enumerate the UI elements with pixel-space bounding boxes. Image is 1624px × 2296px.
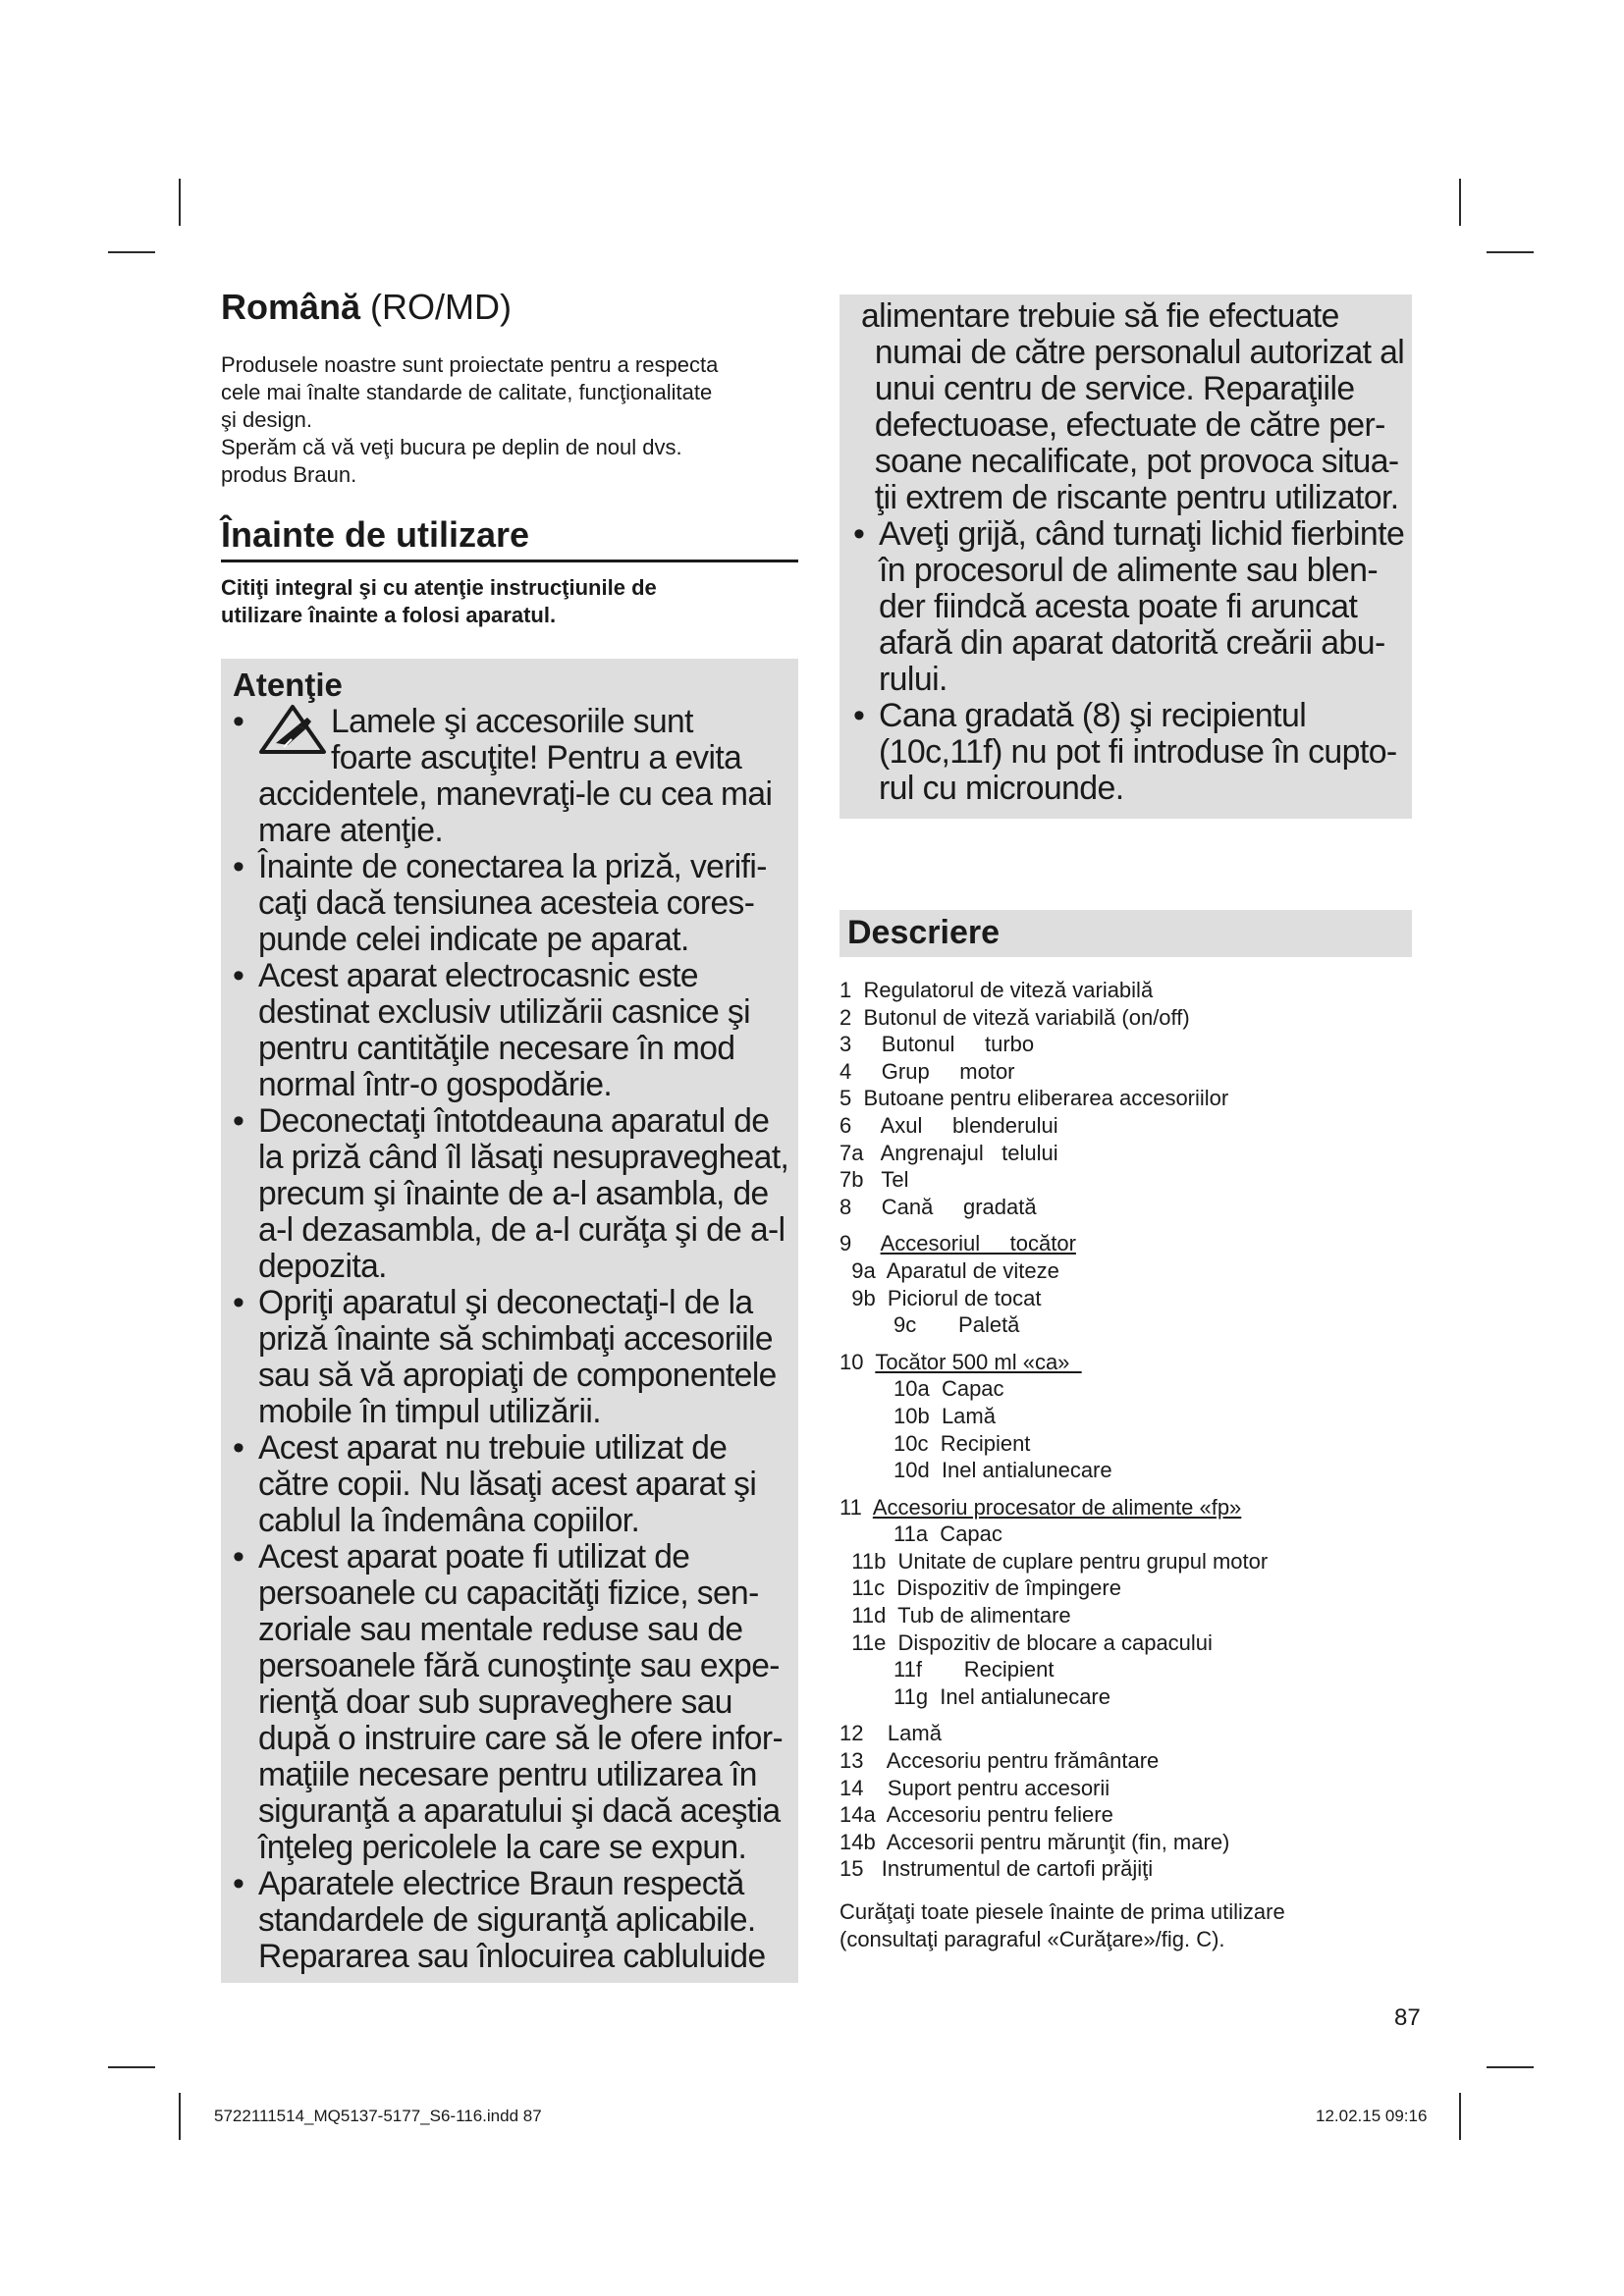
crop-mark — [108, 251, 155, 253]
part-label: 11d Tub de alimentare — [839, 1603, 1071, 1629]
part-item — [839, 1747, 1412, 1775]
part-item — [839, 1602, 1412, 1629]
part-label: 5 Butoane pentru eliberarea accesoriilor — [839, 1086, 1229, 1111]
part-label: 11f Recipient — [839, 1657, 1055, 1682]
warning-item: • Cana gradată (8) şi recipientul (10c,11f) nu pot fi introduse în cupto- rul cu microunde. — [853, 698, 1404, 807]
part-item — [839, 1349, 1412, 1376]
part-label: 14b Accesorii pentru mărunţit (fin, mare) — [839, 1829, 1230, 1854]
part-item — [839, 1257, 1412, 1285]
crop-mark — [1487, 251, 1534, 253]
part-item — [839, 1031, 1412, 1058]
warning-item: • Aparatele electrice Braun respectă standardele de siguranţă aplicabile. Repararea sau înlocuirea cabluluide — [233, 1866, 788, 1975]
part-label: 8 Cană gradată — [839, 1194, 1037, 1219]
warning-list — [233, 704, 788, 1975]
part-number: 9 — [839, 1231, 881, 1256]
part-item — [839, 1855, 1412, 1883]
part-item — [839, 1457, 1412, 1484]
crop-mark — [1487, 2066, 1534, 2068]
part-item — [839, 1656, 1412, 1683]
page-title: Română (RO/MD) — [221, 287, 512, 327]
part-item — [839, 977, 1412, 1004]
part-label: 9a Aparatul de viteze — [839, 1257, 1059, 1283]
part-item — [839, 1230, 1412, 1257]
part-label: 7a Angrenajul telului — [839, 1140, 1058, 1165]
part-label: 10d Inel antialunecare — [839, 1458, 1112, 1483]
part-label: Accesoriu procesator de alimente «fp» — [872, 1494, 1242, 1520]
part-item — [839, 1085, 1412, 1112]
part-label: 11b Unitate de cuplare pentru grupul motor — [839, 1548, 1269, 1574]
part-label: 7b Tel — [839, 1167, 909, 1193]
footer-file-info: 5722111514_MQ5137-5177_S6-116.indd 87 — [214, 2107, 542, 2125]
part-label: 13 Accesoriu pentru frământare — [839, 1748, 1160, 1774]
knife-warning-icon — [258, 704, 327, 755]
warning-box-continued — [839, 294, 1412, 819]
intro-text: Produsele noastre sunt proiectate pentru a respecta cele mai înalte standarde de calitate, funcţionalitate şi design. Sperăm că vă veţi bucura pe deplin de noul dvs. produs Braun. — [221, 352, 719, 487]
part-label: Tocător 500 ml «ca» — [875, 1349, 1082, 1374]
part-item — [839, 1720, 1412, 1747]
part-item — [839, 1403, 1412, 1430]
warning-item: • Lamele şi accesoriile sunt foarte ascuţite! Pentru a evita accidentele, manevraţi-le cu cea mai mare atenţie. — [233, 704, 788, 849]
part-label: 14a Accesoriu pentru feliere — [839, 1802, 1113, 1828]
warning-item: • Acest aparat electrocasnic este destinat exclusiv utilizării casnice şi pentru cantităţile necesare în mod normal într-o gospodărie. — [233, 958, 788, 1103]
part-label: 3 Butonul turbo — [839, 1032, 1035, 1057]
part-label: 1 Regulatorul de viteză variabilă — [839, 978, 1154, 1002]
warning-item: • Aveţi grijă, când turnaţi lichid fierbinte în procesorul de alimente sau blen- der fiindcă acesta poate fi aruncat afară din aparat datorită creării abu- rului. — [853, 516, 1404, 698]
warning-item: • Înainte de conectarea la priză, verifi- caţi dacă tensiunea acesteia cores- punde celei indicate pe aparat. — [233, 849, 788, 958]
continued-warning-text: alimentare trebuie să fie efectuate numai de către personalul autorizat al unui centru de service. Reparaţiile defectuoase, efectuate de către per- soane necalificate, pot provoca situa- ţii extrem de riscante pentru utilizator. — [861, 297, 1405, 516]
part-item — [839, 1575, 1412, 1602]
cleaning-note: Curăţaţi toate piesele înainte de prima utilizare (consultaţi paragraful «Curăţare»/fig. C). — [839, 1899, 1285, 1951]
part-item — [839, 1166, 1412, 1194]
part-label: 11c Dispozitiv de împingere — [839, 1575, 1121, 1601]
crop-mark — [1459, 179, 1461, 226]
footer-timestamp: 12.02.15 09:16 — [1316, 2107, 1428, 2125]
part-item — [839, 1629, 1412, 1657]
warning-item: • Acest aparat poate fi utilizat de persoanele cu capacităţi fizice, sen- zoriale sau mentale reduse sau de persoanele fără cunoştinţe sau expe- rienţă doar sub supraveghere sau după o instruire care să le ofere infor- maţiile necesare pentru utilizarea în siguranţă a aparatului şi dacă aceştia înţeleg pericolele la care se expun. — [233, 1539, 788, 1866]
part-item — [839, 1112, 1412, 1140]
part-item — [839, 1311, 1412, 1339]
part-label: 15 Instrumentul de cartofi prăjiţi — [839, 1856, 1154, 1882]
crop-mark — [179, 2093, 181, 2140]
warning-item: • Acest aparat nu trebuie utilizat de către copii. Nu lăsaţi acest aparat şi cablul la îndemâna copiilor. — [233, 1430, 788, 1539]
part-item — [839, 1494, 1412, 1522]
part-label: 12 Lamă — [839, 1721, 942, 1746]
part-label: 11e Dispozitiv de blocare a capacului — [839, 1629, 1213, 1655]
part-label: 10a Capac — [839, 1376, 1004, 1402]
read-instructions-note: Citiţi integral şi cu atenţie instrucţiunile de utilizare înainte a folosi aparatul. — [221, 575, 657, 627]
part-label: 10c Recipient — [839, 1430, 1031, 1456]
warning-item: • Opriţi aparatul şi deconectaţi-l de la priză înainte să schimbaţi accesoriile sau să vă apropiaţi de componentele mobile în timpul utilizării. — [233, 1285, 788, 1430]
warning-list — [853, 516, 1404, 807]
section-heading: Înainte de utilizare — [221, 514, 798, 562]
part-item — [839, 1285, 1412, 1312]
part-item — [839, 1521, 1412, 1548]
left-column — [221, 287, 798, 1983]
part-label: 11g Inel antialunecare — [839, 1683, 1110, 1709]
description-heading: Descriere — [839, 910, 1412, 957]
page-number: 87 — [1394, 2004, 1421, 2031]
part-number: 10 — [839, 1349, 876, 1374]
part-item — [839, 1004, 1412, 1032]
part-label: 9c Paletă — [839, 1312, 1020, 1338]
part-item — [839, 1683, 1412, 1711]
part-item — [839, 1194, 1412, 1221]
warning-item: • Deconectaţi întotdeauna aparatul de la priză când îl lăsaţi nesupravegheat, precum şi înainte de a-l asambla, de a-l dezasambla, de a-l curăţa şi de a-l depozita. — [233, 1103, 788, 1285]
warning-title: Atenţie — [233, 667, 343, 703]
part-item — [839, 1548, 1412, 1575]
part-label: 10b Lamă — [839, 1403, 996, 1428]
part-item — [839, 1829, 1412, 1856]
part-item — [839, 1140, 1412, 1167]
part-item — [839, 1058, 1412, 1086]
part-label: 11a Capac — [839, 1522, 1002, 1547]
part-label: 14 Suport pentru accesorii — [839, 1775, 1110, 1800]
part-label: 9b Piciorul de tocat — [839, 1285, 1042, 1310]
crop-mark — [1459, 2093, 1461, 2140]
part-label: 4 Grup motor — [839, 1058, 1015, 1084]
part-label: 6 Axul blenderului — [839, 1112, 1058, 1138]
part-item — [839, 1375, 1412, 1403]
right-column — [839, 294, 1412, 1975]
warning-box — [221, 659, 798, 1983]
parts-list — [839, 977, 1412, 1883]
part-item — [839, 1775, 1412, 1802]
crop-mark — [179, 179, 181, 226]
part-item — [839, 1801, 1412, 1829]
part-label: Accesoriul tocător — [880, 1231, 1076, 1256]
part-item — [839, 1430, 1412, 1458]
crop-mark — [108, 2066, 155, 2068]
part-label: 2 Butonul de viteză variabilă (on/off) — [839, 1004, 1190, 1030]
part-number: 11 — [839, 1494, 873, 1520]
